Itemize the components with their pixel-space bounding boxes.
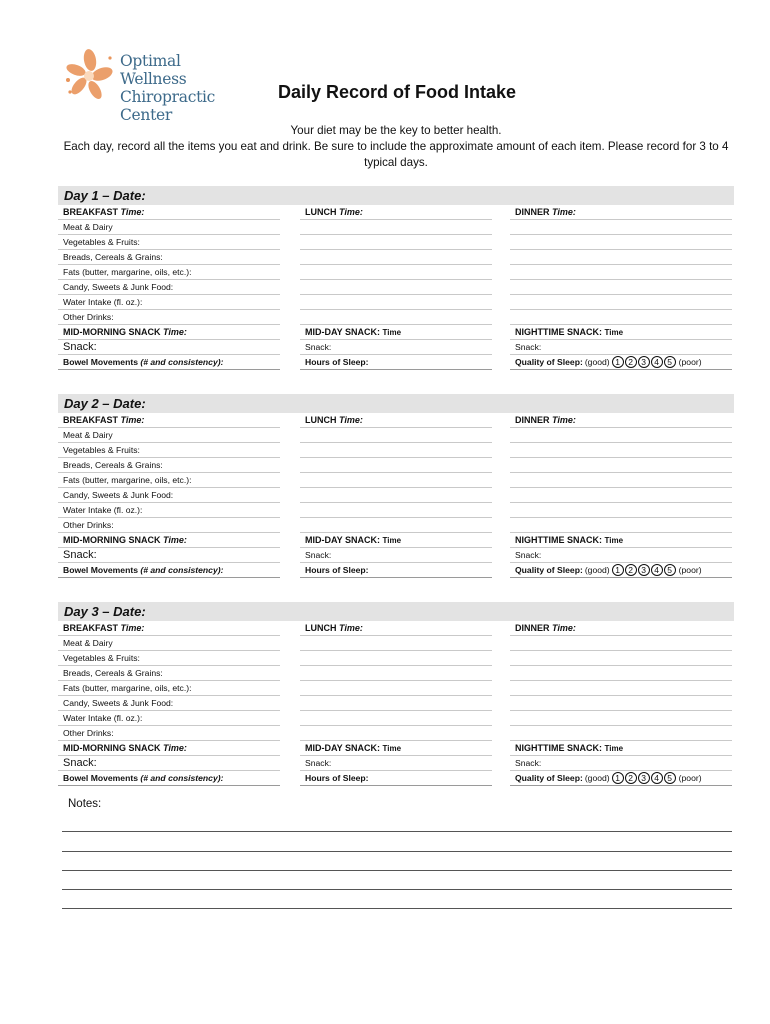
snack-label: Snack:	[63, 341, 97, 353]
breads-field[interactable]	[58, 458, 280, 473]
sleep-quality-row	[510, 771, 732, 786]
hours-of-sleep-field[interactable]	[300, 563, 492, 578]
other-drinks-label: Other Drinks:	[63, 520, 114, 530]
nighttime-snack-field[interactable]	[510, 756, 732, 771]
nighttime-time-field[interactable]	[510, 741, 732, 756]
rating-5[interactable]: 5	[664, 772, 676, 784]
notes-label: Notes:	[68, 798, 102, 810]
poor-label: (poor)	[678, 773, 702, 783]
breads-field[interactable]	[58, 666, 280, 681]
notes-line[interactable]	[62, 851, 732, 852]
lunch-line[interactable]	[300, 636, 492, 651]
vegetables-field[interactable]	[58, 235, 280, 250]
fats-label: Fats (butter, margarine, oils, etc.):	[63, 475, 192, 485]
day-section	[58, 394, 734, 599]
rating-5[interactable]: 5	[664, 356, 676, 368]
sleep-quality-row	[510, 355, 732, 370]
intro-line-1: Your diet may be the key to better health.	[290, 124, 502, 137]
bowel-label: Bowel Movements	[63, 565, 138, 575]
notes-line[interactable]	[62, 908, 732, 909]
mid-morning-label: MID-MORNING SNACK	[63, 327, 161, 337]
dinner-column	[510, 413, 732, 578]
nighttime-label: NIGHTTIME SNACK:	[515, 535, 602, 545]
notes-line[interactable]	[62, 831, 732, 832]
vegetables-field[interactable]	[58, 443, 280, 458]
meat-dairy-field[interactable]	[58, 636, 280, 651]
lunch-time-field[interactable]	[300, 413, 492, 428]
mid-day-snack-field[interactable]	[300, 548, 492, 563]
rating-5[interactable]: 5	[664, 564, 676, 576]
lunch-column	[300, 413, 492, 578]
sleep-quality-label: Quality of Sleep:	[515, 565, 583, 575]
lunch-line[interactable]	[300, 458, 492, 473]
time-label: Time:	[339, 415, 363, 425]
bowel-label: Bowel Movements	[63, 357, 138, 367]
sleep-quality-row	[510, 563, 732, 578]
bowel-movements-field[interactable]	[58, 355, 280, 370]
breakfast-column	[58, 621, 280, 786]
lunch-column	[300, 205, 492, 370]
dinner-column	[510, 205, 732, 370]
mid-morning-label: MID-MORNING SNACK	[63, 743, 161, 753]
dinner-time-field[interactable]	[510, 413, 732, 428]
day-heading[interactable]: Day 3 – Date:	[58, 602, 734, 621]
breakfast-time-field[interactable]	[58, 413, 280, 428]
candy-field[interactable]	[58, 280, 280, 295]
mid-morning-snack-field[interactable]	[58, 340, 280, 355]
notes-line[interactable]	[62, 870, 732, 871]
fats-label: Fats (butter, margarine, oils, etc.):	[63, 683, 192, 693]
mid-day-time-field[interactable]	[300, 533, 492, 548]
snack-label: Snack:	[515, 550, 542, 560]
dinner-label: DINNER	[515, 415, 550, 425]
rating-2[interactable]: 2	[625, 564, 637, 576]
mid-day-label: MID-DAY SNACK:	[305, 535, 381, 545]
lunch-label: LUNCH	[305, 207, 337, 217]
other-drinks-field[interactable]	[58, 310, 280, 325]
candy-field[interactable]	[58, 488, 280, 503]
nighttime-label: NIGHTTIME SNACK:	[515, 743, 602, 753]
time-label: Time:	[552, 623, 576, 633]
bowel-label: Bowel Movements	[63, 773, 138, 783]
breakfast-column	[58, 413, 280, 578]
lunch-line[interactable]	[300, 280, 492, 295]
good-label: (good)	[584, 565, 610, 575]
lunch-line[interactable]	[300, 711, 492, 726]
meat-dairy-field[interactable]	[58, 220, 280, 235]
time-label: Time	[604, 536, 624, 545]
water-label: Water Intake (fl. oz.):	[63, 713, 143, 723]
time-label: Time:	[163, 327, 187, 337]
lunch-line[interactable]	[300, 235, 492, 250]
lunch-line[interactable]	[300, 488, 492, 503]
time-label: Time:	[120, 207, 145, 217]
lunch-line[interactable]	[300, 666, 492, 681]
hours-of-sleep-field[interactable]	[300, 771, 492, 786]
dinner-line[interactable]	[510, 235, 732, 250]
meat-dairy-label: Meat & Dairy	[63, 638, 113, 648]
hours-of-sleep-field[interactable]	[300, 355, 492, 370]
dinner-time-field[interactable]	[510, 621, 732, 636]
mid-morning-time-field[interactable]	[58, 325, 280, 340]
dinner-line[interactable]	[510, 681, 732, 696]
fats-label: Fats (butter, margarine, oils, etc.):	[63, 267, 192, 277]
sleep-quality-label: Quality of Sleep:	[515, 357, 583, 367]
time-label: Time	[604, 328, 624, 337]
mid-morning-time-field[interactable]	[58, 533, 280, 548]
lunch-time-field[interactable]	[300, 205, 492, 220]
other-drinks-label: Other Drinks:	[63, 728, 114, 738]
water-field[interactable]	[58, 503, 280, 518]
bowel-note: (# and consistency):	[140, 357, 224, 367]
intro-line-2: Each day, record all the items you eat and drink. Be sure to include the approximate amount of each item. Please record for 3 to 4 typical days.	[63, 140, 729, 169]
hours-of-sleep-label: Hours of Sleep:	[305, 773, 369, 783]
rating-2[interactable]: 2	[625, 356, 637, 368]
lunch-line[interactable]	[300, 250, 492, 265]
time-label: Time:	[552, 207, 576, 217]
dinner-line[interactable]	[510, 651, 732, 666]
intro-text	[60, 123, 732, 171]
dinner-line[interactable]	[510, 458, 732, 473]
rating-3[interactable]: 3	[638, 772, 650, 784]
breakfast-label: BREAKFAST	[63, 207, 119, 217]
lunch-line[interactable]	[300, 265, 492, 280]
dinner-line[interactable]	[510, 726, 732, 741]
dinner-line[interactable]	[510, 310, 732, 325]
water-field[interactable]	[58, 295, 280, 310]
lunch-time-field[interactable]	[300, 621, 492, 636]
time-label: Time:	[552, 415, 576, 425]
good-label: (good)	[584, 773, 610, 783]
dinner-line[interactable]	[510, 443, 732, 458]
dinner-line[interactable]	[510, 428, 732, 443]
breakfast-column	[58, 205, 280, 370]
nighttime-label: NIGHTTIME SNACK:	[515, 327, 602, 337]
snack-label: Snack:	[63, 757, 97, 769]
lunch-line[interactable]	[300, 428, 492, 443]
breakfast-time-field[interactable]	[58, 205, 280, 220]
candy-label: Candy, Sweets & Junk Food:	[63, 282, 174, 292]
dinner-line[interactable]	[510, 666, 732, 681]
water-label: Water Intake (fl. oz.):	[63, 505, 143, 515]
mid-day-snack-field[interactable]	[300, 340, 492, 355]
time-label: Time:	[120, 415, 145, 425]
mid-morning-label: MID-MORNING SNACK	[63, 535, 161, 545]
breads-field[interactable]	[58, 250, 280, 265]
rating-3[interactable]: 3	[638, 356, 650, 368]
breakfast-label: BREAKFAST	[63, 623, 119, 633]
nighttime-snack-field[interactable]	[510, 548, 732, 563]
mid-morning-time-field[interactable]	[58, 741, 280, 756]
mid-day-label: MID-DAY SNACK:	[305, 327, 381, 337]
hours-of-sleep-label: Hours of Sleep:	[305, 357, 369, 367]
day-section	[58, 602, 734, 807]
lunch-line[interactable]	[300, 681, 492, 696]
dinner-line[interactable]	[510, 220, 732, 235]
vegetables-label: Vegetables & Fruits:	[63, 237, 140, 247]
meat-dairy-field[interactable]	[58, 428, 280, 443]
dinner-line[interactable]	[510, 518, 732, 533]
breads-label: Breads, Cereals & Grains:	[63, 668, 163, 678]
vegetables-field[interactable]	[58, 651, 280, 666]
day-heading[interactable]: Day 1 – Date:	[58, 186, 734, 205]
rating-4[interactable]: 4	[651, 564, 663, 576]
time-label: Time:	[339, 207, 363, 217]
good-label: (good)	[584, 357, 610, 367]
other-drinks-field[interactable]	[58, 518, 280, 533]
dinner-label: DINNER	[515, 207, 550, 217]
water-label: Water Intake (fl. oz.):	[63, 297, 143, 307]
breakfast-label: BREAKFAST	[63, 415, 119, 425]
lunch-line[interactable]	[300, 696, 492, 711]
mid-morning-snack-field[interactable]	[58, 756, 280, 771]
snack-label: Snack:	[305, 550, 332, 560]
mid-morning-snack-field[interactable]	[58, 548, 280, 563]
lunch-column	[300, 621, 492, 786]
snack-label: Snack:	[515, 758, 542, 768]
dinner-time-field[interactable]	[510, 205, 732, 220]
notes-line[interactable]	[62, 889, 732, 890]
water-field[interactable]	[58, 711, 280, 726]
day-section	[58, 186, 734, 391]
dinner-line[interactable]	[510, 265, 732, 280]
breads-label: Breads, Cereals & Grains:	[63, 252, 163, 262]
rating-4[interactable]: 4	[651, 356, 663, 368]
lunch-line[interactable]	[300, 473, 492, 488]
lunch-line[interactable]	[300, 726, 492, 741]
vegetables-label: Vegetables & Fruits:	[63, 445, 140, 455]
poor-label: (poor)	[678, 565, 702, 575]
dinner-line[interactable]	[510, 636, 732, 651]
time-label: Time	[382, 744, 402, 753]
time-label: Time:	[339, 623, 363, 633]
time-label: Time:	[163, 743, 187, 753]
dinner-line[interactable]	[510, 473, 732, 488]
other-drinks-field[interactable]	[58, 726, 280, 741]
sleep-quality-label: Quality of Sleep:	[515, 773, 583, 783]
bowel-note: (# and consistency):	[140, 565, 224, 575]
time-label: Time	[382, 536, 402, 545]
rating-2[interactable]: 2	[625, 772, 637, 784]
dinner-line[interactable]	[510, 280, 732, 295]
other-drinks-label: Other Drinks:	[63, 312, 114, 322]
day-heading[interactable]: Day 2 – Date:	[58, 394, 734, 413]
dinner-line[interactable]	[510, 295, 732, 310]
poor-label: (poor)	[678, 357, 702, 367]
fats-field[interactable]	[58, 681, 280, 696]
candy-field[interactable]	[58, 696, 280, 711]
bowel-note: (# and consistency):	[140, 773, 224, 783]
dinner-line[interactable]	[510, 488, 732, 503]
lunch-line[interactable]	[300, 443, 492, 458]
snack-label: Snack:	[305, 758, 332, 768]
hours-of-sleep-label: Hours of Sleep:	[305, 565, 369, 575]
breakfast-time-field[interactable]	[58, 621, 280, 636]
page-title: Daily Record of Food Intake	[277, 82, 517, 102]
lunch-label: LUNCH	[305, 623, 337, 633]
time-label: Time	[382, 328, 402, 337]
snack-label: Snack:	[515, 342, 542, 352]
meat-dairy-label: Meat & Dairy	[63, 430, 113, 440]
rating-3[interactable]: 3	[638, 564, 650, 576]
meat-dairy-label: Meat & Dairy	[63, 222, 113, 232]
dinner-line[interactable]	[510, 250, 732, 265]
logo-line-2: Chiropractic Center	[120, 88, 216, 124]
snack-label: Snack:	[305, 342, 332, 352]
logo-line-1: Optimal Wellness	[120, 52, 187, 88]
nighttime-time-field[interactable]	[510, 533, 732, 548]
dinner-line[interactable]	[510, 503, 732, 518]
breads-label: Breads, Cereals & Grains:	[63, 460, 163, 470]
bowel-movements-field[interactable]	[58, 771, 280, 786]
nighttime-time-field[interactable]	[510, 325, 732, 340]
mid-day-snack-field[interactable]	[300, 756, 492, 771]
lunch-line[interactable]	[300, 220, 492, 235]
time-label: Time	[604, 744, 624, 753]
lunch-line[interactable]	[300, 503, 492, 518]
mid-day-time-field[interactable]	[300, 741, 492, 756]
nighttime-snack-field[interactable]	[510, 340, 732, 355]
rating-1[interactable]: 1	[612, 772, 624, 784]
mid-day-time-field[interactable]	[300, 325, 492, 340]
time-label: Time:	[163, 535, 187, 545]
rating-4[interactable]: 4	[651, 772, 663, 784]
mid-day-label: MID-DAY SNACK:	[305, 743, 381, 753]
fats-field[interactable]	[58, 265, 280, 280]
dinner-line[interactable]	[510, 696, 732, 711]
snack-label: Snack:	[63, 549, 97, 561]
dinner-line[interactable]	[510, 711, 732, 726]
time-label: Time:	[120, 623, 145, 633]
candy-label: Candy, Sweets & Junk Food:	[63, 698, 174, 708]
bowel-movements-field[interactable]	[58, 563, 280, 578]
rating-1[interactable]: 1	[612, 564, 624, 576]
fats-field[interactable]	[58, 473, 280, 488]
lunch-line[interactable]	[300, 295, 492, 310]
lunch-line[interactable]	[300, 310, 492, 325]
vegetables-label: Vegetables & Fruits:	[63, 653, 140, 663]
rating-1[interactable]: 1	[612, 356, 624, 368]
dinner-label: DINNER	[515, 623, 550, 633]
lunch-line[interactable]	[300, 518, 492, 533]
lunch-line[interactable]	[300, 651, 492, 666]
dinner-column	[510, 621, 732, 786]
lunch-label: LUNCH	[305, 415, 337, 425]
candy-label: Candy, Sweets & Junk Food:	[63, 490, 174, 500]
